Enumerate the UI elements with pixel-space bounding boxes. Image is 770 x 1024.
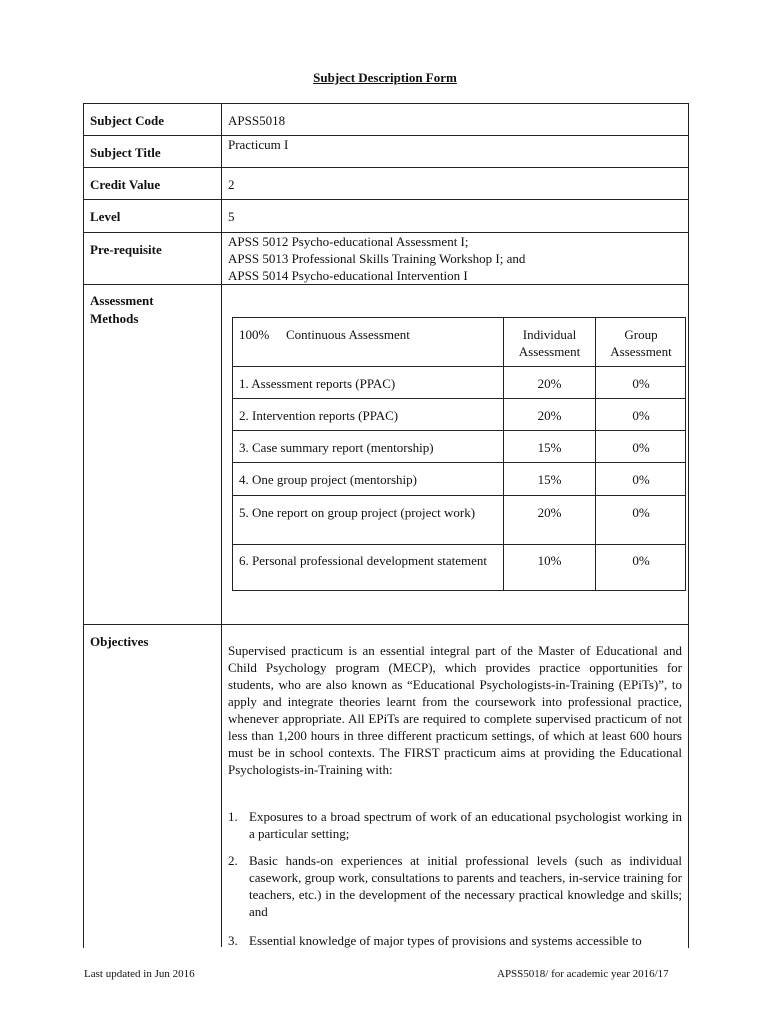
assessment-row-divider <box>233 430 685 431</box>
row-divider <box>83 199 688 200</box>
assessment-item-group: 0% <box>632 440 650 455</box>
credit-value-value: 2 <box>228 177 235 192</box>
subject-code-label: Subject Code <box>90 113 165 128</box>
page-title: Subject Description Form <box>313 70 457 85</box>
assessment-item-name: 6. Personal professional development statement <box>239 553 488 568</box>
column-divider <box>221 103 222 947</box>
group-header: Group <box>624 327 658 342</box>
assessment-item-group: 0% <box>632 376 650 391</box>
assessment-row-divider <box>233 398 685 399</box>
footer-last-updated: Last updated in Jun 2016 <box>84 968 195 980</box>
assessment-row-divider <box>233 462 685 463</box>
assessment-row-divider <box>233 495 685 496</box>
assessment-item-name: 5. One report on group project (project work) <box>239 505 476 520</box>
assessment-item-group: 0% <box>632 472 650 487</box>
row-divider <box>83 167 688 168</box>
assessment-methods-label: Methods <box>90 311 139 326</box>
row-divider <box>83 624 688 625</box>
assessment-item-name: 1. Assessment reports (PPAC) <box>239 376 396 391</box>
assessment-row-divider <box>233 544 685 545</box>
row-divider <box>83 284 688 285</box>
objective-item-number: 1. <box>228 809 238 824</box>
prerequisite-line: APSS 5014 Psycho-educational Intervention I <box>228 268 468 283</box>
objective-item-text: Essential knowledge of major types of provisions and systems accessible to <box>249 933 642 948</box>
individual-header: Individual <box>522 327 577 342</box>
assessment-item-group: 0% <box>632 553 650 568</box>
assessment-table <box>232 317 686 591</box>
objectives-label: Objectives <box>90 634 149 649</box>
objective-item-number: 2. <box>228 853 238 868</box>
level-value: 5 <box>228 209 235 224</box>
assessment-header-percent: 100% <box>239 327 270 342</box>
assessment-item-name: 4. One group project (mentorship) <box>239 472 417 487</box>
assessment-item-individual: 20% <box>537 376 562 391</box>
group-header: Assessment <box>610 344 672 359</box>
assessment-item-individual: 15% <box>537 472 562 487</box>
assessment-header-name: Continuous Assessment <box>286 327 410 342</box>
assessment-item-name: 3. Case summary report (mentorship) <box>239 440 434 455</box>
assessment-row-divider <box>233 366 685 367</box>
assessment-item-individual: 20% <box>537 505 562 520</box>
credit-value-label: Credit Value <box>90 177 161 192</box>
subject-title-value: Practicum I <box>228 137 289 152</box>
row-divider <box>83 135 688 136</box>
assessment-item-individual: 15% <box>537 440 562 455</box>
individual-header: Assessment <box>518 344 581 359</box>
assessment-methods-label: Assessment <box>90 293 154 308</box>
objective-item-text: Basic hands-on experiences at initial professional levels (such as individual casework, group work, consultations to parents and teachers, in-service training for teachers, etc.) in the development of the necessary practical knowledge and skills; and <box>249 853 682 919</box>
objectives-intro: Supervised practicum is an essential integral part of the Master of Educational and Child Psychology program (MECP), which provides practice opportunities for students, who are also known as “Educational Psychologists-in-Training (EPiTs)”, to apply and integrate theories learnt from the coursework into professional practice, whenever appropriate. All EPiTs are required to complete supervised practicum of not less than 1,200 hours in three different practicum settings, of which at least 600 hours must be in school contexts. The FIRST practicum aims at providing the Educational Psychologists-in-Training with: <box>228 643 682 777</box>
subject-code-value: APSS5018 <box>228 113 286 128</box>
prerequisite-line: APSS 5013 Professional Skills Training Workshop I; and <box>228 251 526 266</box>
subject-title-label: Subject Title <box>90 145 161 160</box>
objective-item-number: 3. <box>228 933 238 948</box>
footer-academic-year: APSS5018/ for academic year 2016/17 <box>497 968 669 980</box>
assessment-item-group: 0% <box>632 408 650 423</box>
assessment-item-group: 0% <box>632 505 650 520</box>
level-label: Level <box>90 209 121 224</box>
assessment-item-individual: 20% <box>537 408 562 423</box>
prerequisite-line: APSS 5012 Psycho-educational Assessment I; <box>228 234 469 249</box>
prerequisite-label: Pre-requisite <box>90 242 162 257</box>
assessment-item-name: 2. Intervention reports (PPAC) <box>239 408 399 423</box>
objective-item-text: Exposures to a broad spectrum of work of an educational psychologist working in a particular setting; <box>249 809 682 841</box>
assessment-item-individual: 10% <box>537 553 562 568</box>
